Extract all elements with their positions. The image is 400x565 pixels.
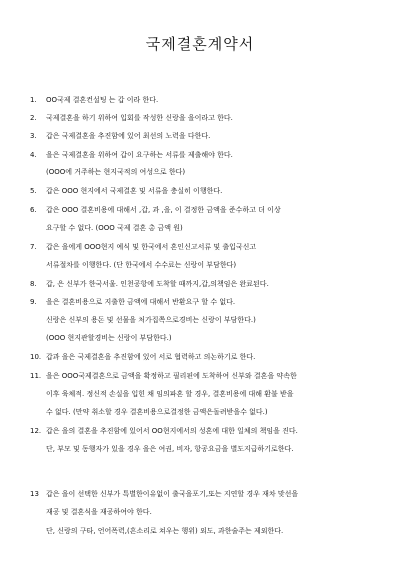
clause-11-continuation-2: 수 없다. (만약 취소할 경우 결혼비용으로결정한 금액은돌려받을수 없다.): [46, 408, 268, 416]
clause-10: [30, 350, 375, 365]
clause-number: 1.: [30, 96, 37, 104]
clause-12-continuation: 단, 부모 및 동행자가 있을 경우 을은 여권, 비자, 항공요금을 별도지급하기로한다.: [46, 445, 294, 453]
clause-number: 7.: [30, 243, 37, 251]
document-title: 국제결혼계약서: [145, 35, 255, 53]
clause-text: 을은 국제결혼을 위하여 갑이 요구하는 서류를 제출해야 한다.: [46, 151, 233, 159]
clause-11-continuation-1: 이후 육체적. 정신적 손실을 입힌 채 임의파혼 할 경우, 결혼비용에 대해 환불 받을: [46, 390, 294, 398]
clause-9: [30, 295, 375, 310]
clause-text: 갑은 OOO 현지에서 국제결혼 및 서류을 충실히 이행한다.: [46, 187, 223, 195]
clause-text: 갑은 을의 결혼을 추진함에 있어서 OO현지에서의 성혼에 대한 일체의 책임을 진다.: [46, 427, 298, 435]
clause-9-continuation-1: 신랑은 신부의 용돈 및 선물을 처가집쪽으로경비는 신랑이 부담한다.): [46, 316, 256, 324]
clause-13-continuation-2: 단, 신랑의 구타, 언어폭력,(흔소리로 쳐우는 행위) 외도, 과한술주는 제외한다.: [46, 527, 284, 535]
clause-text: 을은 OOO국제결혼으로 금액을 확정하고 필리핀에 도착하여 신부와 결혼을 약속한: [46, 372, 297, 380]
clause-text: OO국제 결혼컨설팅 는 갑 이라 한다.: [46, 96, 159, 104]
clause-13-continuation-1: 재공 및 결혼식을 재공하여야 한다.: [46, 508, 152, 516]
clause-4: [30, 148, 375, 163]
clause-number: 11.: [30, 372, 42, 380]
clause-3: [30, 129, 375, 144]
clause-number: 10.: [30, 353, 42, 361]
clause-11: [30, 369, 375, 384]
clause-text: 갑은 OOO 결혼비용에 대해서 ,갑, 과 ,을, 이 결정한 금액을 준수하고 더 이상: [46, 206, 281, 214]
clause-number: 3.: [30, 132, 37, 140]
clause-12: [30, 424, 375, 439]
clause-number: 9.: [30, 298, 37, 306]
clause-text: 을은 결혼비용으로 지출한 금액에 대해서 반환요구 할 수 없다.: [46, 298, 236, 306]
clause-6-continuation: 요구할 수 없다. (OOO 국제 결혼 총 금액 원): [46, 224, 183, 232]
clause-number: 5.: [30, 187, 37, 195]
clause-6: [30, 203, 375, 218]
clause-text: 국제결혼을 하기 위하여 입회를 작성한 신랑을 을이라고 한다.: [46, 114, 233, 122]
clause-13: [30, 487, 375, 502]
clause-text: 갑과 을은 국제결혼을 추진함에 있어 서로 협력하고 의논하기로 한다.: [46, 353, 256, 361]
clause-text: 갑은 국제결혼을 추진함에 있어 최선의 노력을 다한다.: [46, 132, 211, 140]
clause-number: 6.: [30, 206, 37, 214]
clause-number: 12.: [30, 427, 42, 435]
clause-text: 갑은 을이 선택한 신부가 특별한이유없이 출국을포기,또는 지연할 경우 재차 맞선을: [46, 490, 299, 498]
clause-4-continuation: (OOO에 거주하는 현지국적의 여성으로 한다): [46, 168, 186, 176]
clause-1: [30, 93, 375, 108]
clause-9-continuation-2: (OOO 현지관할경비는 신랑이 부담한다.): [46, 334, 172, 342]
clause-2: [30, 111, 375, 126]
clause-7-continuation: 서류절차를 이행한다. (단 한국에서 수수료는 신랑이 부담한다): [46, 261, 237, 269]
clause-text: 갑, 은 신부가 한국서울. 인천공항에 도착할 때까지,갑,의책임은 완료된다.: [46, 280, 269, 288]
clause-5: [30, 184, 375, 199]
clause-8: [30, 277, 375, 292]
clause-number: 4.: [30, 151, 37, 159]
clause-text: 갑은 을에게 OOO현지 예식 및 한국에서 혼인신고서류 및 출입국신고: [46, 243, 257, 251]
clause-number: 2.: [30, 114, 37, 122]
clause-number: 8.: [30, 280, 37, 288]
clause-number: 13: [30, 490, 39, 498]
clause-7: [30, 240, 375, 255]
